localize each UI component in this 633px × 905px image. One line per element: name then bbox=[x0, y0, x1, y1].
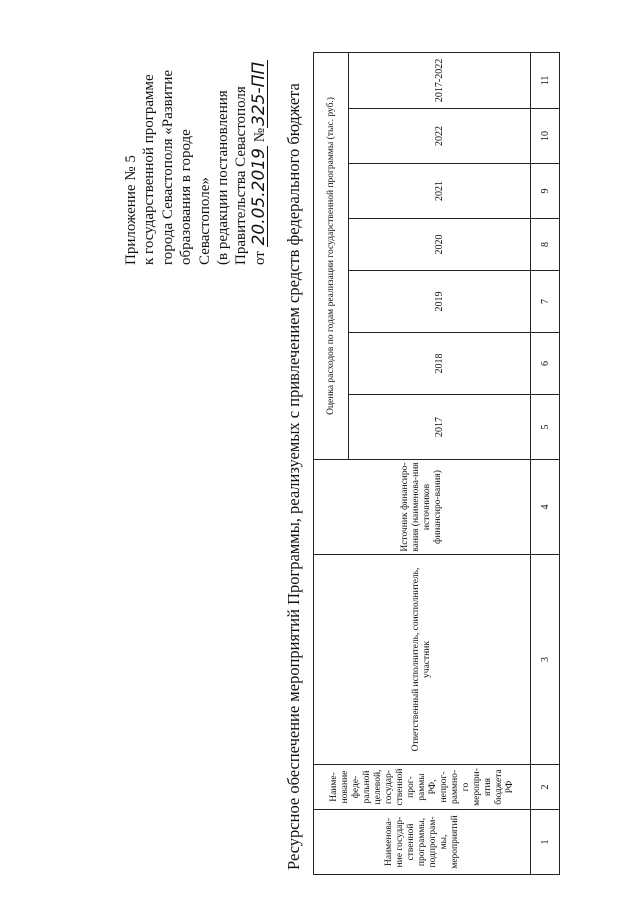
header-line: к государственной программе bbox=[141, 74, 158, 265]
column-number: 2 bbox=[531, 765, 560, 810]
col-funding-source: Источник финансиро-вания (наименова-ния источников финансиро-вания) bbox=[314, 460, 531, 555]
column-number: 1 bbox=[531, 810, 560, 875]
header-line: (в редакции постановления bbox=[215, 90, 232, 265]
column-number: 9 bbox=[531, 164, 560, 219]
handwritten-date: 20.05.2019 bbox=[248, 148, 269, 246]
year-header: 2022 bbox=[349, 109, 531, 164]
date-prefix: от bbox=[251, 251, 268, 265]
header-line: Севастополе» bbox=[196, 177, 213, 265]
col-federal-program: Наиме-нование феде-ральной целевой, государ-ственной прог-раммы РФ, непрог-раммно-го меропри-ятия бюджета РФ bbox=[314, 765, 531, 810]
header-line: города Севастополя «Развитие bbox=[159, 69, 176, 265]
handwritten-number: 325-ПП bbox=[248, 61, 269, 126]
year-header: 2020 bbox=[349, 219, 531, 271]
col-program-name: Наименова-ние государ-ственной программы, подпрограм-мы, мероприятий bbox=[314, 810, 531, 875]
appendix-header bbox=[122, 15, 269, 265]
column-number: 7 bbox=[531, 271, 560, 333]
column-number: 10 bbox=[531, 109, 560, 164]
number-prefix: № bbox=[251, 127, 268, 143]
header-line: образования в городе bbox=[178, 129, 195, 265]
column-number: 5 bbox=[531, 395, 560, 460]
column-number: 6 bbox=[531, 333, 560, 395]
column-number: 8 bbox=[531, 219, 560, 271]
col-estimate-header: Оценка расходов по годам реализации государственной программы (тыс. руб.) bbox=[314, 52, 349, 459]
header-line: Приложение № 5 bbox=[123, 155, 139, 265]
column-number: 4 bbox=[531, 460, 560, 555]
year-header: 2017-2022 bbox=[349, 52, 531, 108]
resource-table bbox=[313, 52, 560, 875]
document-title: Ресурсное обеспечение мероприятий Программы, реализуемых с привлечением средств федерального бюджета bbox=[284, 83, 303, 870]
column-number: 3 bbox=[531, 555, 560, 765]
year-header: 2019 bbox=[349, 271, 531, 333]
date-number-line bbox=[248, 15, 269, 265]
year-header: 2018 bbox=[349, 333, 531, 395]
col-responsible: Ответственный исполнитель, соисполнитель, участник bbox=[314, 555, 531, 765]
year-header: 2021 bbox=[349, 164, 531, 219]
column-number: 11 bbox=[531, 52, 560, 108]
header-line: Правительства Севастополя bbox=[233, 86, 250, 265]
year-header: 2017 bbox=[349, 395, 531, 460]
